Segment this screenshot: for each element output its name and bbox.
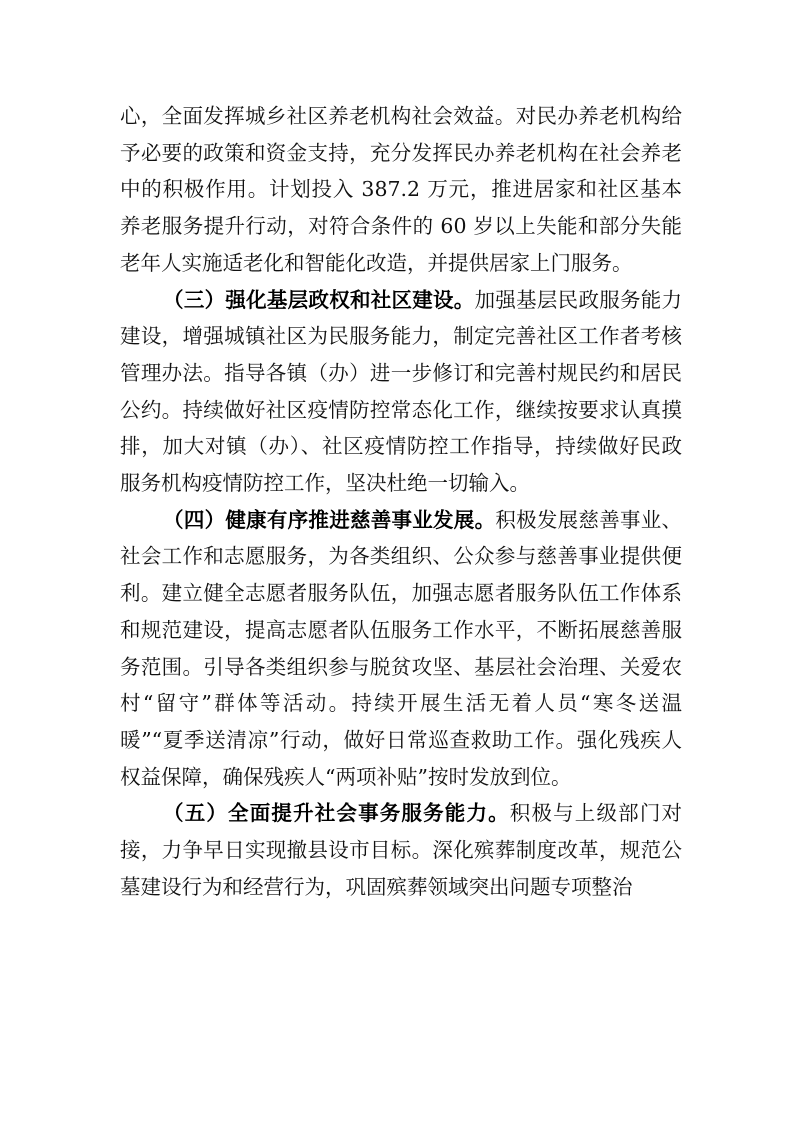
- section-heading-5: （五）全面提升社会事务服务能力。: [163, 801, 510, 826]
- section-heading-3: （三）强化基层政权和社区建设。: [163, 287, 475, 312]
- paragraph-text: 心，全面发挥城乡社区养老机构社会效益。对民办养老机构给予必要的政策和资金支持，充分发挥民办养老机构在社会养老中的积极作用。计划投入 387.2 万元，推进居家和社区基本养老服务提升行动，对符合条件的 60 岁以上失能和部分失能老年人实施适老化和智能化改造，并提供居家上门服务。: [120, 104, 682, 275]
- paragraph-social-affairs: [120, 795, 682, 905]
- section-heading-4: （四）健康有序推进慈善事业发展。: [163, 507, 496, 532]
- paragraph-text: 积极与上级部门对接，力争早日实现撤县设市目标。深化殡葬制度改革，规范公墓建设行为和经营行为，巩固殡葬领域突出问题专项整治: [120, 801, 682, 899]
- paragraph-elderly-care: [120, 98, 682, 282]
- paragraph-text: 加强基层民政服务能力建设，增强城镇社区为民服务能力，制定完善社区工作者考核管理办法。指导各镇（办）进一步修订和完善村规民约和居民公约。持续做好社区疫情防控常态化工作，继续按要求认真摸排，加大对镇（办）、社区疫情防控工作指导，持续做好民政服务机构疫情防控工作，坚决杜绝一切输入。: [120, 287, 683, 496]
- paragraph-text: 积极发展慈善事业、社会工作和志愿服务，为各类组织、公众参与慈善事业提供便利。建立健全志愿者服务队伍，加强志愿者服务队伍工作体系和规范建设，提高志愿者队伍服务工作水平，不断拓展慈善服务范围。引导各类组织参与脱贫攻坚、基层社会治理、关爱农村“留守”群体等活动。持续开展生活无着人员“寒冬送温暖”“夏季送清凉”行动，做好日常巡查救助工作。强化残疾人权益保障，确保残疾人“两项补贴”按时发放到位。: [120, 507, 683, 789]
- document-body: [120, 98, 682, 905]
- paragraph-grassroots-governance: [120, 282, 682, 502]
- paragraph-charity-development: [120, 502, 682, 796]
